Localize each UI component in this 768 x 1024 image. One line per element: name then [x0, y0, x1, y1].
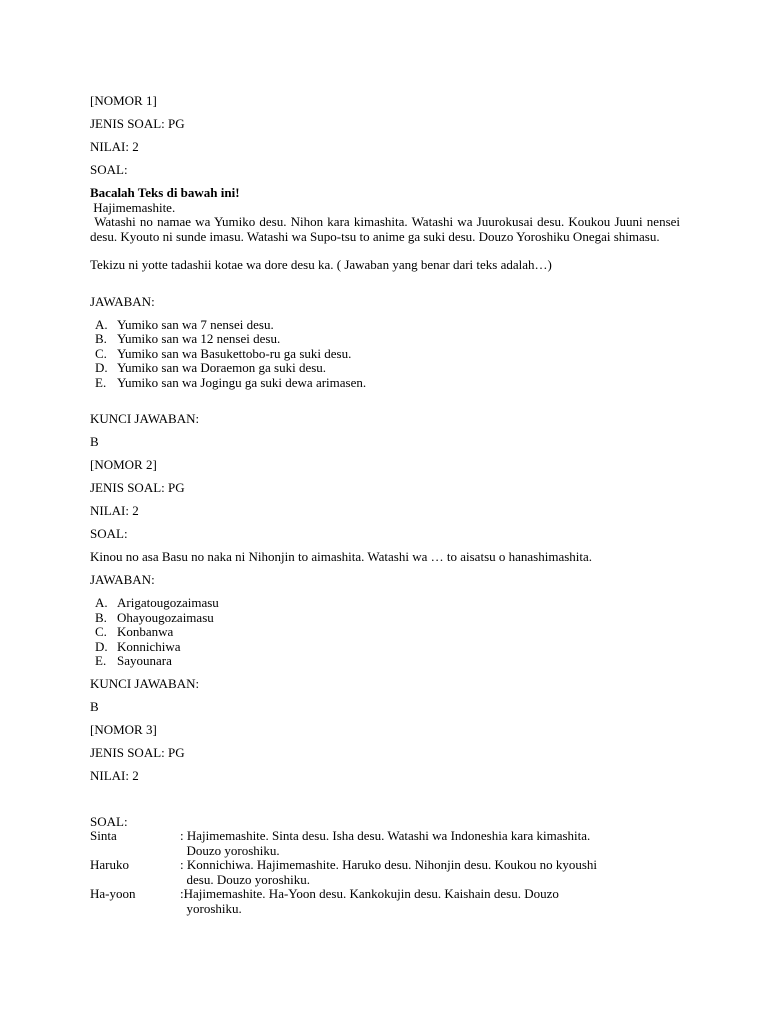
q1-text-greeting: Hajimemashite.: [90, 199, 176, 215]
q1-option-c: C. Yumiko san wa Basukettobo-ru ga suki desu.: [95, 345, 352, 361]
q2-question: Kinou no asa Basu no naka ni Nihonjin to aimashita. Watashi wa … to aisatsu o hanashimashita.: [90, 549, 593, 564]
q1-kunci-value: B: [90, 434, 99, 449]
q1-option-d: D. Yumiko san wa Doraemon ga suki desu.: [95, 360, 327, 375]
speaker-line: : Hajimemashite. Sinta desu. Isha desu. Watashi wa Indoneshia kara kimashita. Douzo yoroshiku.: [180, 828, 591, 858]
q2-kunci-label: KUNCI JAWABAN:: [90, 676, 200, 691]
q3-score: NILAI: 2: [90, 768, 139, 783]
dialogue-row-haruko: [90, 858, 680, 887]
speaker-name: Ha-yoon: [90, 886, 136, 901]
q3-dialogue: [90, 829, 680, 916]
q2-soal-label: SOAL:: [90, 526, 128, 541]
q3-soal-label: SOAL:: [90, 813, 128, 829]
q2-kunci-value: B: [90, 699, 99, 714]
dialogue-row-sinta: [90, 829, 680, 858]
q1-jawaban-label: JAWABAN:: [90, 293, 155, 309]
q1-options: [90, 318, 680, 391]
q3-type: JENIS SOAL: PG: [90, 745, 185, 760]
q1-option-a: A. Yumiko san wa 7 nensei desu.: [95, 316, 274, 332]
q2-type: JENIS SOAL: PG: [90, 480, 185, 495]
q1-kunci-label: KUNCI JAWABAN:: [90, 411, 200, 426]
q2-option-e: E. Sayounara: [95, 653, 172, 668]
speaker-line: :Hajimemashite. Ha-Yoon desu. Kankokujin desu. Kaishain desu. Douzo yoroshiku.: [180, 886, 559, 916]
q2-number: [NOMOR 2]: [90, 457, 157, 472]
speaker-line: : Konnichiwa. Hajimemashite. Haruko desu. Nihonjin desu. Koukou no kyoushi desu. Douzo yoroshiku.: [180, 857, 598, 887]
dialogue-row-ha-yoon: [90, 887, 680, 916]
q2-score: NILAI: 2: [90, 503, 139, 518]
speaker-name: Sinta: [90, 828, 117, 843]
speaker-name: Haruko: [90, 857, 129, 872]
q1-soal-label: SOAL:: [90, 162, 128, 177]
q2-option-c: C. Konbanwa: [95, 624, 174, 639]
q2-option-d: D. Konnichiwa: [95, 638, 181, 654]
q1-question: Tekizu ni yotte tadashii kotae wa dore desu ka. ( Jawaban yang benar dari teks adalah…): [90, 257, 552, 272]
q1-option-e: E. Yumiko san wa Jogingu ga suki dewa arimasen.: [95, 374, 367, 390]
q1-option-b: B. Yumiko san wa 12 nensei desu.: [95, 331, 281, 346]
q3-number: [NOMOR 3]: [90, 722, 157, 737]
q1-score: NILAI: 2: [90, 139, 139, 154]
q2-jawaban-label: JAWABAN:: [90, 572, 155, 587]
q2-options: [90, 596, 680, 669]
q2-option-b: B. Ohayougozaimasu: [95, 609, 214, 625]
q2-option-a: A. Arigatougozaimasu: [95, 595, 219, 610]
q1-type: JENIS SOAL: PG: [90, 116, 185, 131]
q1-number: [NOMOR 1]: [90, 93, 157, 108]
document-body: [90, 93, 684, 916]
q1-instruction: Bacalah Teks di bawah ini!: [90, 185, 240, 200]
q1-reading-text: Watashi no namae wa Yumiko desu. Nihon kara kimashita. Watashi wa Juurokusai desu. Koukou Juuni nensei desu. Kyouto ni sunde imasu. Watashi wa Supo-tsu to anime ga suki desu. Douzo Yoroshiku Onegai shimasu.: [90, 214, 684, 244]
